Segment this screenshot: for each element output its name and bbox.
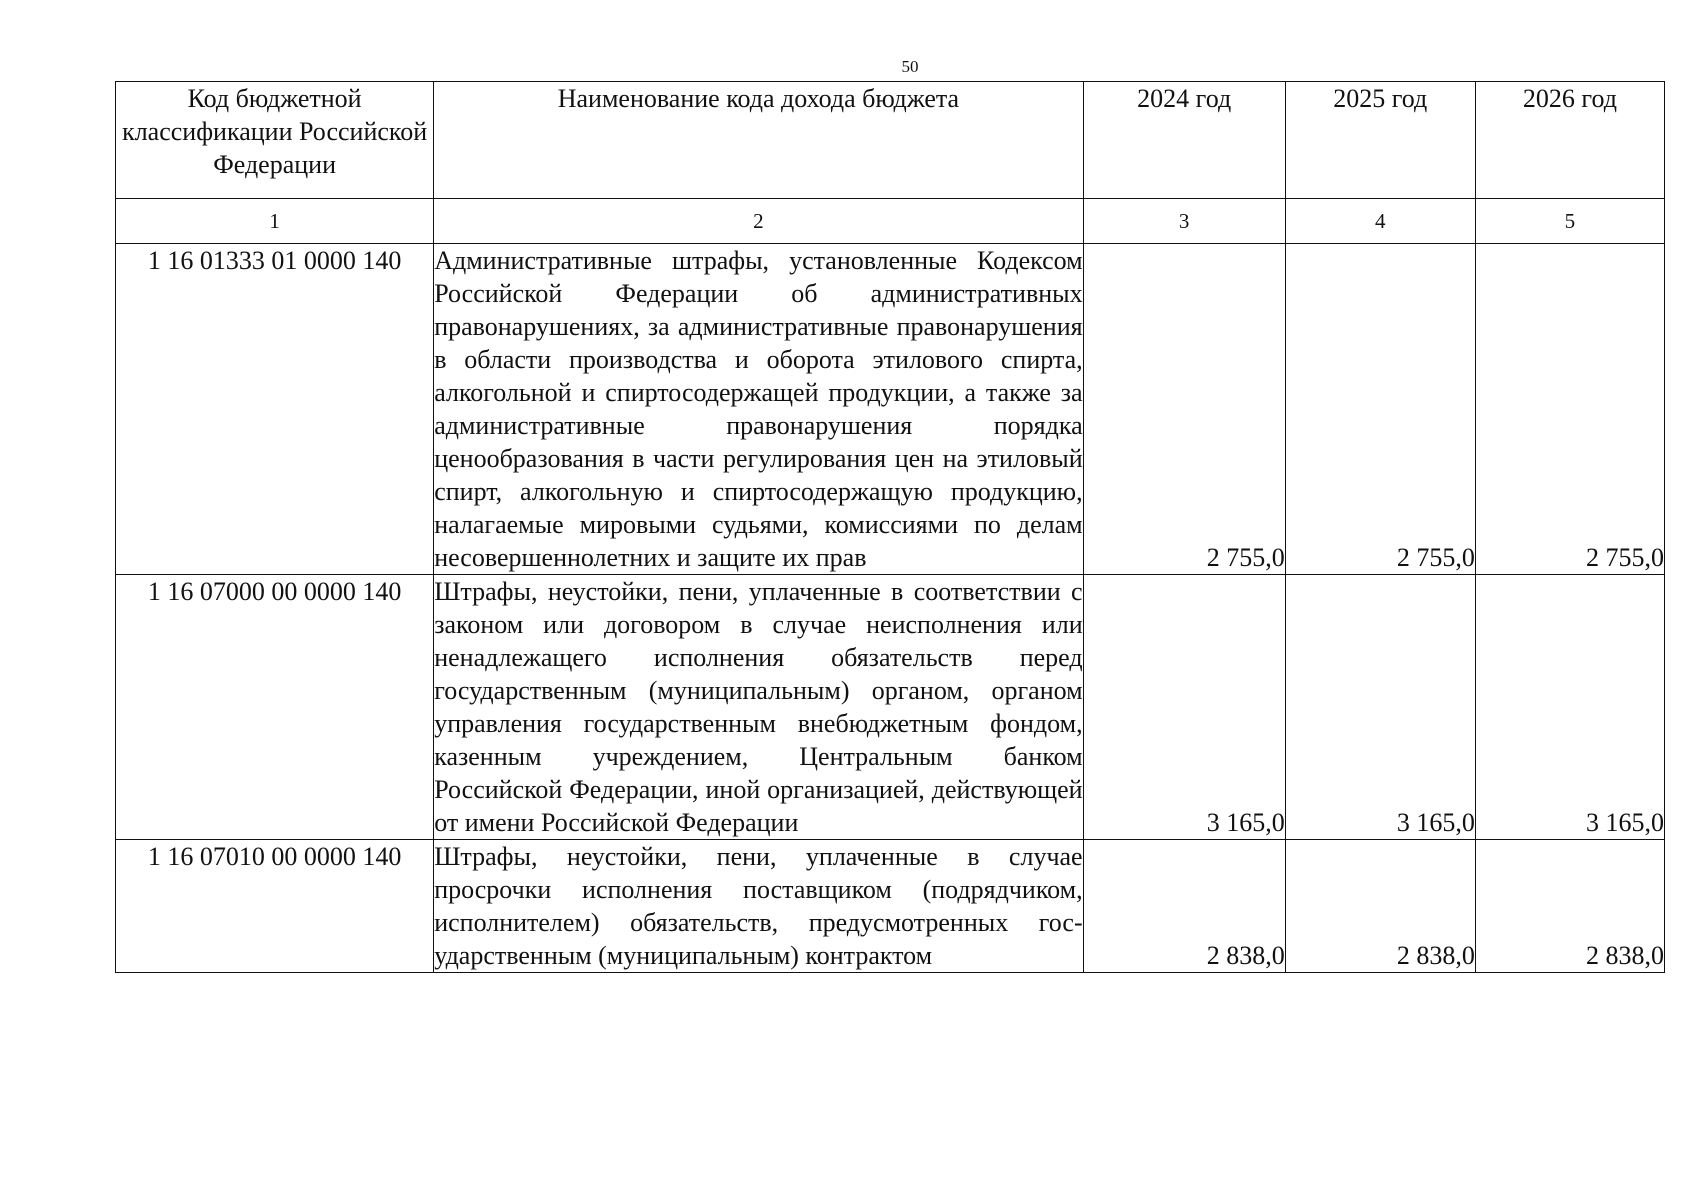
revenue-name: Штрафы, неустойки, пени, уплаченные в случае просрочки исполнения поставщиком (подрядчиком, исполнителем) обязательств, предусмотренных государственным (муниципальным) контрактом: [434, 840, 1083, 973]
column-number: 3: [1083, 199, 1285, 244]
header-2025: 2025 год: [1285, 82, 1475, 199]
revenue-name: Административные штрафы, установленные Кодексом Российской Федерации об административных правонарушениях, за административные правонарушения в области производства и оборота этилового спирта, алкогольной и спиртосодержащей продукции, а также за административные правонарушения порядка ценообразования в части регулирования цен на этиловый спирт, алкогольную и спиртосодержащую продукцию, налагаемые мировыми судьями, комиссиями по делам несовершеннолетних и защите их прав: [434, 244, 1083, 575]
header-name: Наименование кода дохода бюджета: [434, 82, 1083, 199]
value-2024: 2 838,0: [1083, 840, 1285, 973]
table-header-row: [116, 82, 1665, 199]
table-row: [116, 244, 1665, 575]
budget-code: 1 16 07000 00 0000 140: [116, 575, 434, 840]
value-2026: 2 755,0: [1475, 244, 1664, 575]
header-code: Код бюджетной классификации Российской Федерации: [116, 82, 434, 199]
value-2026: 3 165,0: [1475, 575, 1664, 840]
budget-code: 1 16 07010 00 0000 140: [116, 840, 434, 973]
column-number: 4: [1285, 199, 1475, 244]
value-2025: 3 165,0: [1285, 575, 1475, 840]
budget-code: 1 16 01333 01 0000 140: [116, 244, 434, 575]
value-2025: 2 838,0: [1285, 840, 1475, 973]
value-2026: 2 838,0: [1475, 840, 1664, 973]
revenue-name: Штрафы, неустойки, пени, уплаченные в соответствии с законом или договором в случае неисполнения или ненадлежащего исполнения обязательств перед государственным (муниципальным) органом, органом управления государственным внебюджетным фондом, казенным учреждением, Центральным банком Российской Федерации, иной организацией, действующей от имени Российской Федерации: [434, 575, 1083, 840]
page-number: 50: [901, 57, 919, 76]
column-number: 5: [1475, 199, 1664, 244]
header-2024: 2024 год: [1083, 82, 1285, 199]
value-2025: 2 755,0: [1285, 244, 1475, 575]
table-row-total: [116, 575, 1665, 840]
column-number-row: [116, 199, 1665, 244]
budget-revenue-table: [115, 81, 1665, 973]
value-2024: 3 165,0: [1083, 575, 1285, 840]
value-2024: 2 755,0: [1083, 244, 1285, 575]
header-2026: 2026 год: [1475, 82, 1664, 199]
table-row: [116, 840, 1665, 973]
column-number: 2: [434, 199, 1083, 244]
column-number: 1: [116, 199, 434, 244]
